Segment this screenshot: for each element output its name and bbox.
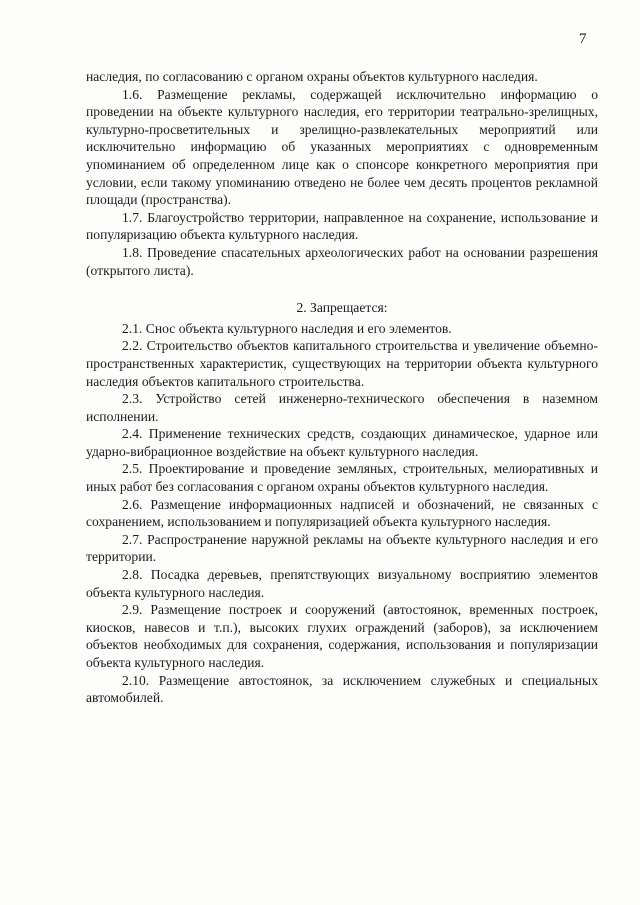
paragraph-1-6: 1.6. Размещение рекламы, содержащей исключительно информацию о проведении на объекте культурного наследия, его территории театрально-зрелищных, культурно-просветительных и зрелищно-развлекательных мероприятий или исключительно информацию об указанных мероприятиях с одновременным упоминанием об определенном лице как о спонсоре конкретного мероприятия при условии, если такому упоминанию отведено не более чем десять процентов рекламной площади (пространства). [86,86,598,208]
item-2-4: 2.4. Применение технических средств, создающих динамическое, ударное или ударно-вибрационное воздействие на объект культурного наследия. [86,426,598,459]
document-body [86,68,598,707]
paragraph-1-8: 1.8. Проведение спасательных археологических работ на основании разрешения (открытого листа). [86,244,598,278]
page-number: 7 [579,31,587,47]
item-2-6: 2.6. Размещение информационных надписей и обозначений, не связанных с сохранением, использованием и популяризацией объекта культурного наследия. [86,496,598,530]
paragraph-continuation: наследия, по согласованию с органом охраны объектов культурного наследия. [86,69,538,84]
item-2-7: 2.7. Распространение наружной рекламы на объекте культурного наследия и его территории. [86,531,598,565]
item-2-1: 2.1. Снос объекта культурного наследия и его элементов. [122,320,452,336]
item-2-3: 2.3. Устройство сетей инженерно-технического обеспечения в наземном исполнении. [86,391,598,424]
item-2-5: 2.5. Проектирование и проведение земляных, строительных, мелиоративных и иных работ без согласования с органом охраны объектов культурного наследия. [86,461,598,495]
section-heading: 2. Запрещается: [296,300,388,316]
item-2-2: 2.2. Строительство объектов капитального строительства и увеличение объемно-пространственных характеристик, существующих на территории объекта культурного наследия объектов капитального строительства. [86,338,598,389]
item-2-8: 2.8. Посадка деревьев, препятствующих визуальному восприятию элементов объекта культурного наследия. [86,567,598,600]
item-2-10: 2.10. Размещение автостоянок, за исключением служебных и специальных автомобилей. [86,672,598,706]
paragraph-1-7: 1.7. Благоустройство территории, направленное на сохранение, использование и популяризацию объекта культурного наследия. [86,209,598,243]
item-2-9: 2.9. Размещение построек и сооружений (автостоянок, временных построек, киосков, навесов и т.п.), высоких глухих ограждений (заборов), за исключением объектов необходимых для сохранения, содержания, использования и популяризации объекта культурного наследия. [86,602,598,670]
